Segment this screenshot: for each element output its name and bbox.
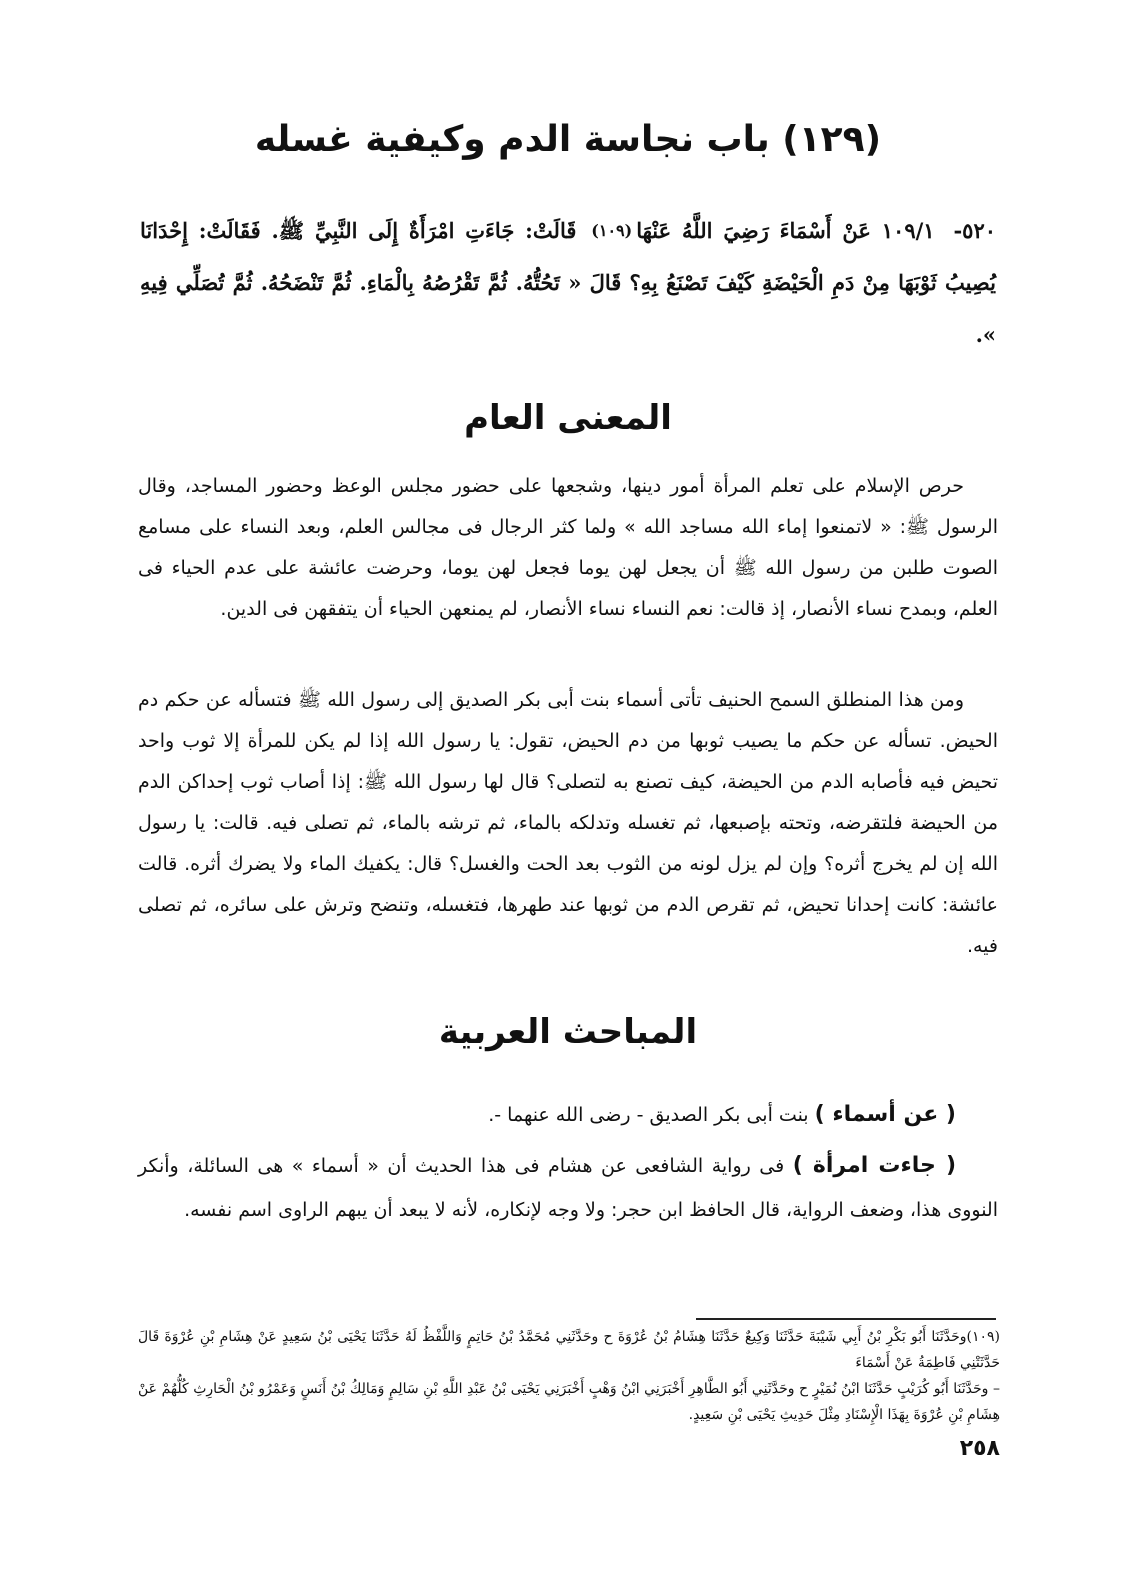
chapter-title: (١٢٩) باب نجاسة الدم وكيفية غسله <box>254 119 882 160</box>
hadith-text-b: قَالَتْ: جَاءَتِ امْرَأَةٌ إِلَى النَّبِيِّ ﷺ. فَقَالَتْ: إِحْدَانَا يُصِيبُ ثَوْبَهَا مِنْ دَمِ الْحَيْضَةِ كَيْفَ تَصْنَعُ بِهِ؟ قَالَ « تَحُتُّهُ. ثُمَّ تَقْرُصُهُ بِالْمَاءِ. ثُمَّ تَنْضَحُهُ. ثُمَّ تُصَلِّي فِيهِ ». <box>140 218 996 347</box>
paragraph-2: ومن هذا المنطلق السمح الحنيف تأتى أسماء بنت أبى بكر الصديق إلى رسول الله ﷺ فتسأله عن حكم دم الحيض. تسأله عن حكم ما يصيب ثوبها من دم الحيض، تقول: يا رسول الله إذا لم يكن للمرأة إلا ثوب واحد تحيض فيه فأصابه الدم من الحيضة، كيف تصنع به لتصلى؟ قال لها رسول الله ﷺ: إذا أصاب ثوب إحداكن الدم من الحيضة فلتقرضه، وتحته بإصبعها، ثم تغسله وتدلكه بالماء، ثم ترشه بالماء، ثم تصلى فيه. قالت: يا رسول الله إن لم يخرج أثره؟ وإن لم يزل لونه من الثوب بعد الحت والغسل؟ قال: يكفيك الماء ولا يضرك أثره. قالت عائشة: كانت إحدانا تحيض، ثم تقرص الدم من ثوبها عند طهرها، فتغسله، وتنضح وترش على سائره، ثم تصلى فيه. <box>138 689 998 957</box>
footnotes <box>138 1324 1000 1428</box>
entry-term: ( عن أسماء ) <box>814 1102 956 1127</box>
section-title-general-meaning: المعنى العام <box>464 398 672 438</box>
footnote-line-2: – وحَدَّثَنَا أَبُو كُرَيْبٍ حَدَّثَنَا ابْنُ نُمَيْرٍ ح وحَدَّثَنِي أَبُو الطَّاهِرِ أَخْبَرَنِي ابْنُ وَهْبٍ أَخْبَرَنِي يَحْيَى بْنُ عَبْدِ اللَّهِ بْنِ سَالِمٍ وَمَالِكُ بْنُ أَنَسٍ وَعَمْرُو بْنُ الْحَارِثِ كُلُّهُمْ عَنْ هِشَامِ بْنِ عُرْوَةَ بِهَذَا الْإِسْنَادِ مِثْلَ حَدِيثِ يَحْيَى بْنِ سَعِيدٍ. <box>138 1381 1000 1423</box>
hadith-text <box>140 205 996 361</box>
entry-term: ( جاءت امرأة ) <box>792 1153 957 1178</box>
entry-text: بنت أبى بكر الصديق - رضى الله عنهما -. <box>488 1104 809 1126</box>
paragraph-1: حرص الإسلام على تعلم المرأة أمور دينها، وشجعها على حضور مجلس الوعظ وحضور المساجد، وقال الرسول ﷺ: « لاتمنعوا إماء الله مساجد الله » ولما كثر الرجال فى مجالس العلم، وبعد النساء على مسامع الصوت طلبن من رسول الله ﷺ أن يجعل لهن يوما فجعل لهن يوما، وحرضت عائشة على عدم الحياء فى العلم، وبمدح نساء الأنصار، إذ قالت: نعم النساء نساء الأنصار، لم يمنعهن الحياء أن يتفقهن فى الدين. <box>138 475 998 620</box>
hadith-number: ٥٢٠- <box>953 218 997 243</box>
entry-jaat-imraa <box>138 1144 998 1232</box>
hadith-text-a: عَنْ أَسْمَاءَ رَضِيَ اللَّهُ عَنْهَا <box>636 218 871 243</box>
entry-text: فى رواية الشافعى عن هشام فى هذا الحديث أن « أسماء » هى السائلة، وأنكر النووى هذا، وضعف الرواية، قال الحافظ ابن حجر: ولا وجه لإنكاره، لأنه لا يبعد أن يبهم الراوى اسم نفسه. <box>138 1155 998 1221</box>
page-number: ٢٥٨ <box>959 1436 1000 1461</box>
entry-an-asma <box>138 1093 998 1137</box>
section-title-arabic-studies: المباحث العربية <box>438 1012 698 1052</box>
footnote-line-1: (١٠٩)وحَدَّثَنَا أَبُو بَكْرِ بْنُ أَبِي شَيْبَةَ حَدَّثَنَا وَكِيعٌ حَدَّثَنَا هِشَامُ بْنُ عُرْوَةَ ح وحَدَّثَنِي مُحَمَّدُ بْنُ حَاتِمٍ وَاللَّفْظُ لَهُ حَدَّثَنَا يَحْيَى بْنُ سَعِيدٍ عَنْ هِشَامِ بْنِ عُرْوَةَ قَالَ حَدَّثَتْنِي فَاطِمَةُ عَنْ أَسْمَاءَ <box>138 1329 1000 1371</box>
footnote-divider <box>696 1318 996 1320</box>
footnote-reference: (١٠٩) <box>591 221 633 240</box>
hadith-sub-number: ١٠٩/١ <box>881 218 935 243</box>
